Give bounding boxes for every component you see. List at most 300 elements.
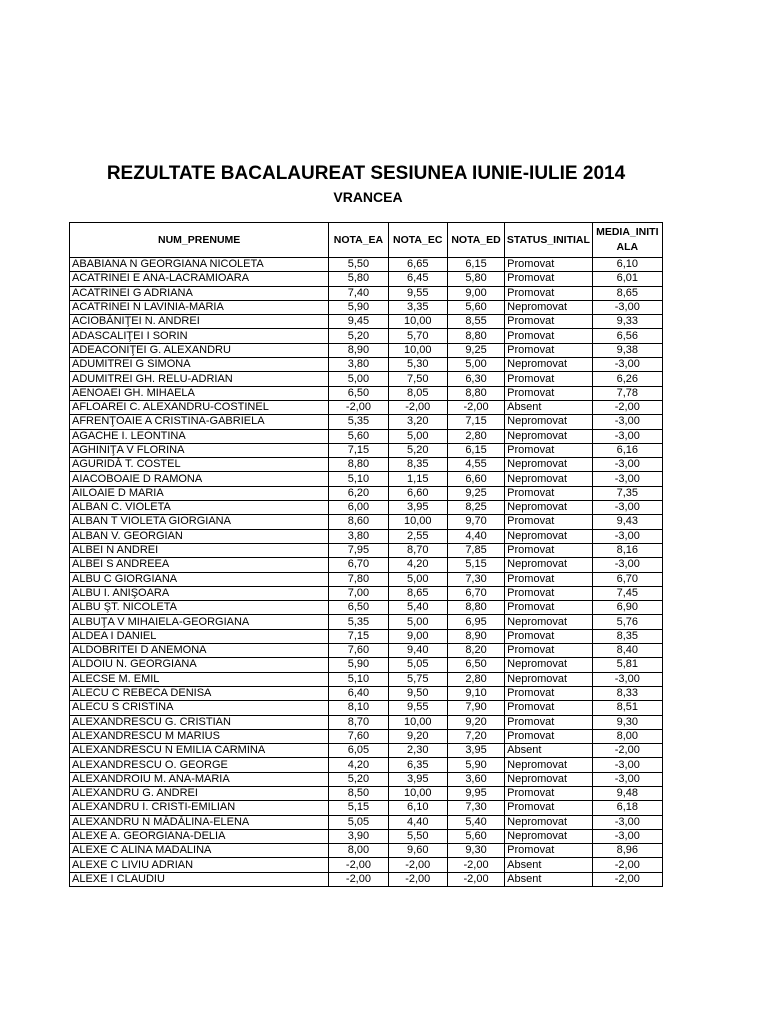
nota-ed-cell: 8,20 [447,644,504,658]
nota-ec-cell: 9,20 [388,729,447,743]
nota-ec-cell: 6,65 [388,258,447,272]
nota-ed-cell: 8,80 [447,386,504,400]
nota-ed-cell: -2,00 [447,858,504,872]
media-cell: -3,00 [592,829,662,843]
table-row [70,486,663,500]
table-row [70,386,663,400]
nota-ea-cell: 8,60 [329,515,388,529]
table-row [70,729,663,743]
nota-ea-cell: 5,20 [329,329,388,343]
nota-ed-cell: 6,70 [447,586,504,600]
nota-ea-cell: 5,00 [329,372,388,386]
media-cell: 5,81 [592,658,662,672]
status-cell: Promovat [505,715,592,729]
nota-ed-cell: 7,30 [447,801,504,815]
nota-ea-cell: 7,40 [329,286,388,300]
media-cell: 8,40 [592,644,662,658]
media-cell: 9,30 [592,715,662,729]
student-name-cell: ALBU ŞT. NICOLETA [70,601,329,615]
status-cell: Promovat [505,372,592,386]
nota-ec-cell: 3,35 [388,300,447,314]
nota-ec-cell: 10,00 [388,343,447,357]
student-name-cell: ALBEI S ANDREEA [70,558,329,572]
nota-ea-cell: 6,00 [329,501,388,515]
media-cell: -3,00 [592,558,662,572]
student-name-cell: AFLOAREI C. ALEXANDRU-COSTINEL [70,400,329,414]
media-cell: 7,78 [592,386,662,400]
nota-ec-cell: 2,30 [388,744,447,758]
student-name-cell: ALBUŢA V MIHAIELA-GEORGIANA [70,615,329,629]
status-cell: Nepromovat [505,429,592,443]
table-row [70,829,663,843]
nota-ed-cell: 9,20 [447,715,504,729]
student-name-cell: ACATRINEI G ADRIANA [70,286,329,300]
status-cell: Nepromovat [505,615,592,629]
nota-ed-cell: 7,90 [447,701,504,715]
nota-ed-cell: 5,80 [447,272,504,286]
media-cell: -2,00 [592,858,662,872]
nota-ed-cell: 8,25 [447,501,504,515]
media-cell: 6,01 [592,272,662,286]
status-cell: Promovat [505,272,592,286]
media-cell: 9,48 [592,786,662,800]
table-row [70,415,663,429]
status-cell: Absent [505,858,592,872]
status-cell: Promovat [505,686,592,700]
status-cell: Promovat [505,629,592,643]
table-row [70,258,663,272]
table-row [70,844,663,858]
nota-ea-cell: 6,05 [329,744,388,758]
student-name-cell: ALEXANDRESCU M MARIUS [70,729,329,743]
nota-ec-cell: 9,55 [388,286,447,300]
nota-ea-cell: 9,45 [329,315,388,329]
nota-ed-cell: 7,15 [447,415,504,429]
nota-ed-cell: 5,60 [447,300,504,314]
nota-ea-cell: 5,90 [329,658,388,672]
media-cell: -3,00 [592,672,662,686]
student-name-cell: ALEXE A. GEORGIANA-DELIA [70,829,329,843]
status-cell: Nepromovat [505,501,592,515]
status-cell: Promovat [505,543,592,557]
media-cell: -2,00 [592,872,662,886]
nota-ec-cell: 6,10 [388,801,447,815]
nota-ec-cell: 4,20 [388,558,447,572]
student-name-cell: ACIOBĂNIŢEI N. ANDREI [70,315,329,329]
nota-ec-cell: 3,95 [388,772,447,786]
student-name-cell: ALEXANDRESCU G. CRISTIAN [70,715,329,729]
nota-ec-cell: 5,00 [388,572,447,586]
nota-ea-cell: 5,15 [329,801,388,815]
nota-ed-cell: 4,55 [447,458,504,472]
results-table [69,222,663,887]
status-cell: Nepromovat [505,358,592,372]
nota-ea-cell: 5,60 [329,429,388,443]
nota-ea-cell: 5,35 [329,615,388,629]
nota-ea-cell: -2,00 [329,872,388,886]
media-cell: 7,45 [592,586,662,600]
student-name-cell: AGACHE I. LEONTINA [70,429,329,443]
table-row [70,644,663,658]
nota-ed-cell: 6,60 [447,472,504,486]
nota-ed-cell: -2,00 [447,872,504,886]
table-row [70,358,663,372]
status-cell: Promovat [505,701,592,715]
media-cell: -3,00 [592,815,662,829]
media-cell: 6,70 [592,572,662,586]
media-cell: 5,76 [592,615,662,629]
nota-ea-cell: 5,80 [329,272,388,286]
nota-ea-cell: 6,20 [329,486,388,500]
media-cell: -2,00 [592,400,662,414]
nota-ea-cell: 5,50 [329,258,388,272]
nota-ec-cell: 8,65 [388,586,447,600]
nota-ec-cell: -2,00 [388,400,447,414]
status-cell: Promovat [505,644,592,658]
column-header: MEDIA_INITIALA [592,223,662,258]
nota-ea-cell: 6,50 [329,601,388,615]
nota-ec-cell: 5,75 [388,672,447,686]
table-row [70,801,663,815]
nota-ec-cell: 5,05 [388,658,447,672]
student-name-cell: ALEXE I CLAUDIU [70,872,329,886]
table-row [70,286,663,300]
student-name-cell: ALECU C REBECA DENISA [70,686,329,700]
media-cell: -3,00 [592,458,662,472]
column-header: STATUS_INITIAL [505,223,592,258]
status-cell: Promovat [505,258,592,272]
media-cell: -3,00 [592,501,662,515]
nota-ed-cell: 5,40 [447,815,504,829]
nota-ea-cell: 7,60 [329,644,388,658]
nota-ea-cell: 4,20 [329,758,388,772]
status-cell: Nepromovat [505,829,592,843]
nota-ed-cell: 7,85 [447,543,504,557]
table-row [70,372,663,386]
table-row [70,300,663,314]
student-name-cell: ALDEA I DANIEL [70,629,329,643]
status-cell: Promovat [505,572,592,586]
nota-ea-cell: 7,00 [329,586,388,600]
student-name-cell: ALEXANDROIU M. ANA-MARIA [70,772,329,786]
student-name-cell: ALBEI N ANDREI [70,543,329,557]
media-cell: 6,18 [592,801,662,815]
column-header: NOTA_ED [447,223,504,258]
nota-ed-cell: 8,80 [447,329,504,343]
nota-ec-cell: 5,40 [388,601,447,615]
nota-ec-cell: 9,55 [388,701,447,715]
media-cell: -3,00 [592,415,662,429]
status-cell: Nepromovat [505,672,592,686]
table-row [70,672,663,686]
nota-ea-cell: 7,95 [329,543,388,557]
student-name-cell: ADUMITREI G SIMONA [70,358,329,372]
status-cell: Nepromovat [505,415,592,429]
status-cell: Absent [505,872,592,886]
status-cell: Nepromovat [505,758,592,772]
nota-ea-cell: 5,10 [329,472,388,486]
nota-ed-cell: 8,55 [447,315,504,329]
media-cell: 8,51 [592,701,662,715]
nota-ec-cell: 5,20 [388,443,447,457]
student-name-cell: ADASCALIŢEI I SORIN [70,329,329,343]
nota-ed-cell: 6,95 [447,615,504,629]
media-cell: 6,90 [592,601,662,615]
nota-ed-cell: 7,30 [447,572,504,586]
student-name-cell: ALEXANDRESCU N EMILIA CARMINA [70,744,329,758]
media-cell: -3,00 [592,358,662,372]
student-name-cell: ALBAN C. VIOLETA [70,501,329,515]
table-row [70,515,663,529]
student-name-cell: ALECSE M. EMIL [70,672,329,686]
nota-ec-cell: 10,00 [388,715,447,729]
status-cell: Promovat [505,486,592,500]
nota-ed-cell: 9,10 [447,686,504,700]
media-cell: -3,00 [592,529,662,543]
status-cell: Nepromovat [505,658,592,672]
table-row [70,758,663,772]
student-name-cell: ALEXE C ALINA MADALINA [70,844,329,858]
nota-ec-cell: 4,40 [388,815,447,829]
media-cell: 8,16 [592,543,662,557]
media-cell: -3,00 [592,472,662,486]
table-row [70,400,663,414]
student-name-cell: AGURIDĂ T. COSTEL [70,458,329,472]
media-cell: 8,35 [592,629,662,643]
table-row [70,615,663,629]
nota-ea-cell: 3,80 [329,529,388,543]
nota-ec-cell: 6,35 [388,758,447,772]
media-cell: 9,38 [592,343,662,357]
nota-ec-cell: 2,55 [388,529,447,543]
nota-ed-cell: 5,00 [447,358,504,372]
media-cell: 6,56 [592,329,662,343]
student-name-cell: ALBAN V. GEORGIAN [70,529,329,543]
nota-ed-cell: -2,00 [447,400,504,414]
media-cell: 8,96 [592,844,662,858]
nota-ed-cell: 4,40 [447,529,504,543]
nota-ec-cell: -2,00 [388,858,447,872]
table-row [70,815,663,829]
student-name-cell: ALDOBRITEI D ANEMONA [70,644,329,658]
nota-ec-cell: -2,00 [388,872,447,886]
table-row [70,272,663,286]
student-name-cell: ALBU C GIORGIANA [70,572,329,586]
table-row [70,572,663,586]
nota-ed-cell: 2,80 [447,672,504,686]
nota-ed-cell: 9,95 [447,786,504,800]
student-name-cell: AFRENŢOAIE A CRISTINA-GABRIELA [70,415,329,429]
student-name-cell: ALBAN T VIOLETA GIORGIANA [70,515,329,529]
nota-ea-cell: 7,15 [329,629,388,643]
nota-ea-cell: 6,40 [329,686,388,700]
status-cell: Nepromovat [505,558,592,572]
nota-ed-cell: 9,25 [447,486,504,500]
table-row [70,329,663,343]
status-cell: Nepromovat [505,772,592,786]
nota-ed-cell: 7,20 [447,729,504,743]
nota-ea-cell: 5,05 [329,815,388,829]
student-name-cell: ALBU I. ANIŞOARA [70,586,329,600]
media-cell: -2,00 [592,744,662,758]
nota-ec-cell: 6,45 [388,272,447,286]
nota-ed-cell: 6,15 [447,443,504,457]
media-cell: 6,10 [592,258,662,272]
status-cell: Promovat [505,329,592,343]
student-name-cell: ACATRINEI E ANA-LACRAMIOARA [70,272,329,286]
student-name-cell: AGHINIŢA V FLORINA [70,443,329,457]
status-cell: Promovat [505,601,592,615]
nota-ec-cell: 10,00 [388,515,447,529]
nota-ea-cell: 5,90 [329,300,388,314]
status-cell: Promovat [505,443,592,457]
status-cell: Promovat [505,729,592,743]
nota-ec-cell: 8,35 [388,458,447,472]
nota-ec-cell: 10,00 [388,315,447,329]
student-name-cell: AENOAEI GH. MIHAELA [70,386,329,400]
nota-ec-cell: 3,20 [388,415,447,429]
student-name-cell: ADUMITREI GH. RELU-ADRIAN [70,372,329,386]
table-row [70,501,663,515]
table-row [70,472,663,486]
student-name-cell: ALEXANDRU G. ANDREI [70,786,329,800]
nota-ec-cell: 9,00 [388,629,447,643]
status-cell: Nepromovat [505,458,592,472]
table-row [70,529,663,543]
table-header-row [70,223,663,258]
table-row [70,786,663,800]
media-cell: 7,35 [592,486,662,500]
student-name-cell: AIACOBOAIE D RAMONA [70,472,329,486]
nota-ea-cell: 7,60 [329,729,388,743]
nota-ec-cell: 9,50 [388,686,447,700]
nota-ec-cell: 8,70 [388,543,447,557]
media-cell: 6,26 [592,372,662,386]
table-row [70,458,663,472]
column-header: NUM_PRENUME [70,223,329,258]
status-cell: Nepromovat [505,529,592,543]
table-row [70,858,663,872]
nota-ed-cell: 6,50 [447,658,504,672]
media-cell: 8,65 [592,286,662,300]
student-name-cell: ALDOIU N. GEORGIANA [70,658,329,672]
table-row [70,715,663,729]
student-name-cell: ALEXANDRESCU O. GEORGE [70,758,329,772]
nota-ea-cell: 8,70 [329,715,388,729]
nota-ea-cell: 3,90 [329,829,388,843]
county-subtitle: VRANCEA [333,189,403,205]
nota-ec-cell: 3,95 [388,501,447,515]
student-name-cell: ABABIANA N GEORGIANA NICOLETA [70,258,329,272]
nota-ea-cell: 8,80 [329,458,388,472]
nota-ea-cell: 8,10 [329,701,388,715]
media-cell: -3,00 [592,758,662,772]
nota-ed-cell: 3,60 [447,772,504,786]
nota-ed-cell: 6,30 [447,372,504,386]
media-cell: 8,00 [592,729,662,743]
nota-ec-cell: 9,40 [388,644,447,658]
nota-ea-cell: 8,90 [329,343,388,357]
nota-ed-cell: 8,80 [447,601,504,615]
table-row [70,586,663,600]
nota-ea-cell: -2,00 [329,400,388,414]
nota-ea-cell: 5,10 [329,672,388,686]
nota-ed-cell: 2,80 [447,429,504,443]
nota-ed-cell: 9,30 [447,844,504,858]
status-cell: Promovat [505,343,592,357]
nota-ec-cell: 6,60 [388,486,447,500]
nota-ea-cell: 3,80 [329,358,388,372]
student-name-cell: ADEACONIŢEI G. ALEXANDRU [70,343,329,357]
nota-ec-cell: 10,00 [388,786,447,800]
table-row [70,601,663,615]
nota-ed-cell: 8,90 [447,629,504,643]
table-row [70,701,663,715]
status-cell: Promovat [505,586,592,600]
table-row [70,443,663,457]
results-body [70,258,663,887]
nota-ea-cell: 7,15 [329,443,388,457]
status-cell: Nepromovat [505,472,592,486]
table-row [70,558,663,572]
status-cell: Promovat [505,801,592,815]
student-name-cell: ACATRINEI N LAVINIA-MARIA [70,300,329,314]
table-row [70,315,663,329]
media-cell: 6,16 [592,443,662,457]
status-cell: Absent [505,744,592,758]
nota-ea-cell: 8,00 [329,844,388,858]
student-name-cell: ALEXE C LIVIU ADRIAN [70,858,329,872]
status-cell: Nepromovat [505,815,592,829]
status-cell: Nepromovat [505,300,592,314]
nota-ed-cell: 6,15 [447,258,504,272]
nota-ec-cell: 7,50 [388,372,447,386]
nota-ed-cell: 3,95 [447,744,504,758]
media-cell: -3,00 [592,429,662,443]
column-header: NOTA_EC [388,223,447,258]
nota-ea-cell: 5,20 [329,772,388,786]
status-cell: Promovat [505,515,592,529]
page-title: REZULTATE BACALAUREAT SESIUNEA IUNIE-IULIE 2014 [106,163,626,184]
nota-ec-cell: 5,50 [388,829,447,843]
status-cell: Promovat [505,315,592,329]
student-name-cell: ALEXANDRU N MĂDĂLINA-ELENA [70,815,329,829]
media-cell: 9,43 [592,515,662,529]
media-cell: -3,00 [592,300,662,314]
nota-ed-cell: 5,15 [447,558,504,572]
table-row [70,872,663,886]
status-cell: Absent [505,400,592,414]
status-cell: Promovat [505,844,592,858]
table-row [70,686,663,700]
nota-ec-cell: 5,00 [388,429,447,443]
table-row [70,343,663,357]
nota-ec-cell: 5,70 [388,329,447,343]
status-cell: Promovat [505,386,592,400]
student-name-cell: ALEXANDRU I. CRISTI-EMILIAN [70,801,329,815]
nota-ea-cell: 7,80 [329,572,388,586]
nota-ec-cell: 1,15 [388,472,447,486]
table-row [70,543,663,557]
media-cell: 9,33 [592,315,662,329]
table-row [70,429,663,443]
nota-ed-cell: 9,25 [447,343,504,357]
column-header: NOTA_EA [329,223,388,258]
media-cell: -3,00 [592,772,662,786]
nota-ed-cell: 5,90 [447,758,504,772]
nota-ed-cell: 5,60 [447,829,504,843]
nota-ec-cell: 9,60 [388,844,447,858]
